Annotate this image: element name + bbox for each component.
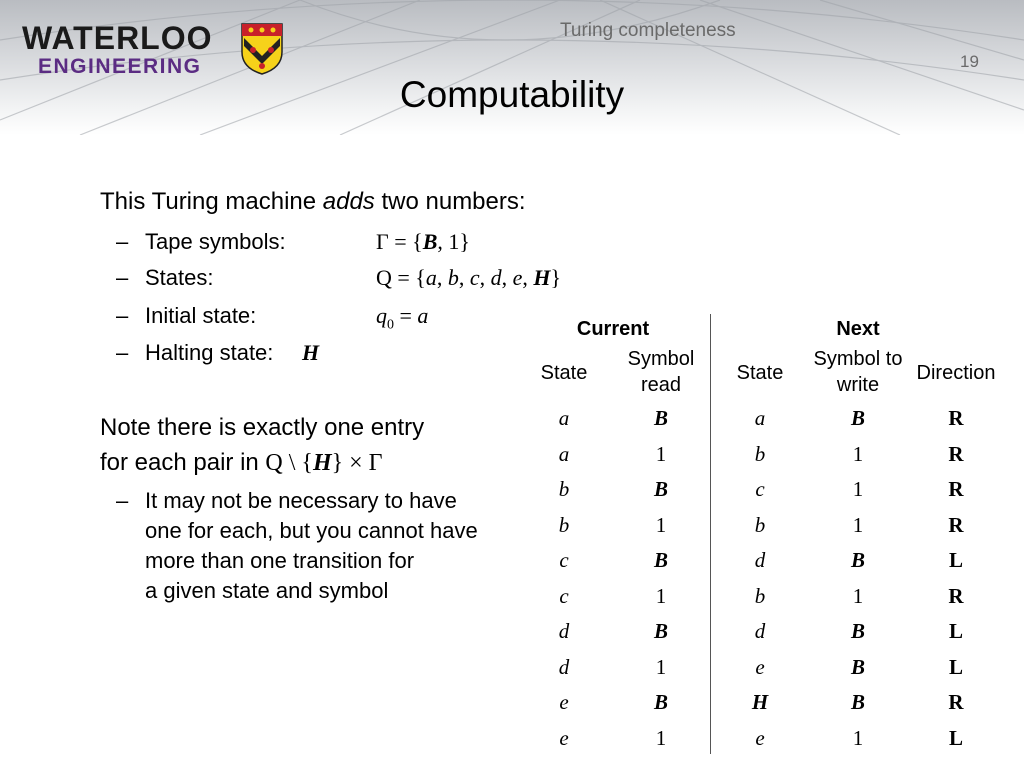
tape-symbols-label: Tape symbols: [145,229,286,254]
states-value: Q = {a, b, c, d, e, H} [376,265,562,290]
col-header-symbol-read: Symbol read [627,348,695,396]
dash-bullet: – [116,488,129,513]
cell-direction: L [948,619,963,643]
table-divider [710,314,711,754]
dash-bullet: – [116,303,129,328]
cell-direction: L [948,548,963,572]
cell-state: e [559,690,569,714]
states-label: States: [145,265,214,290]
cell-state: b [558,477,570,501]
note-line-2-math: Q \ {H} × Γ [265,450,383,476]
intro-after: two numbers: [374,188,526,215]
cell-next-state: b [754,441,766,466]
cell-state: c [559,548,569,572]
cell-direction: R [948,583,964,608]
cell-next-state: e [755,725,765,750]
cell-next-state: e [755,654,765,679]
intro-before: This Turing machine [100,188,323,215]
note-line-2-text: for each pair in [100,449,266,476]
cell-state: d [558,654,570,679]
tape-symbols-value: Γ = {B, 1} [376,229,470,254]
cell-next-state: b [754,583,766,608]
subnote-line: one for each, but you cannot have [145,518,478,543]
cell-symbol-write: 1 [852,477,864,501]
cell-direction: R [948,406,964,430]
cell-direction: R [948,690,964,714]
logo-waterloo: WATERLOO [22,20,213,56]
group-current: Current [576,318,650,340]
transition-table [526,312,1004,758]
cell-next-state: d [754,548,766,572]
cell-symbol-write: 1 [852,512,864,537]
initial-state-value: $q_0 = a$ [376,303,429,333]
halting-state-label: Halting state: [145,340,274,365]
note-line-2 [100,449,383,477]
cell-direction: R [948,477,964,501]
cell-state: a [558,441,570,466]
logo-engineering: ENGINEERING [38,55,202,78]
cell-next-state: d [754,619,766,643]
cell-state: c [559,583,569,608]
cell-direction: L [948,654,963,679]
cell-direction: R [948,441,964,466]
cell-symbol-write: 1 [852,725,864,750]
cell-symbol-write: B [850,619,865,643]
initial-state-label: Initial state: [145,303,257,328]
cell-symbol-read: B [653,477,668,501]
cell-symbol-write: 1 [852,441,864,466]
col-header-direction: Direction [916,362,996,384]
cell-symbol-read: B [653,690,668,714]
dash-bullet: – [116,265,129,290]
group-next: Next [836,318,880,340]
cell-symbol-read: B [653,619,668,643]
cell-direction: R [948,512,964,537]
page-number: 19 [960,52,979,71]
cell-state: e [559,725,569,750]
col-header-symbol-write: Symbol to write [813,348,903,396]
cell-state: d [558,619,570,643]
intro-emphasis: adds [322,188,375,215]
section-label: Turing completeness [560,20,736,41]
col-header-state: State [540,362,588,384]
cell-symbol-read: B [653,548,668,572]
cell-symbol-read: B [653,406,668,430]
cell-direction: L [948,725,963,750]
dash-bullet: – [116,340,129,365]
cell-symbol-write: 1 [852,583,864,608]
subnote-line: more than one transition for [145,548,415,573]
subnote-line: a given state and symbol [145,578,389,603]
note-line-1: Note there is exactly one entry [100,414,425,441]
crest-icon [240,22,284,76]
cell-next-state: a [754,406,766,430]
cell-symbol-write: B [850,654,865,679]
cell-symbol-read: 1 [655,441,667,466]
cell-next-state: b [754,512,766,537]
cell-symbol-write: B [850,548,865,572]
col-header-next-state: State [736,362,784,384]
cell-next-state: H [751,690,769,714]
cell-next-state: c [755,477,765,501]
subnote-line: It may not be necessary to have [145,488,457,513]
intro-line [100,188,526,216]
cell-symbol-read: 1 [655,654,667,679]
slide-title: Computability [399,74,625,115]
cell-symbol-write: B [850,690,865,714]
cell-state: b [558,512,570,537]
cell-state: a [558,406,570,430]
cell-symbol-read: 1 [655,512,667,537]
cell-symbol-read: 1 [655,725,667,750]
dash-bullet: – [116,229,129,254]
cell-symbol-read: 1 [655,583,667,608]
halting-state-value: H [302,340,320,365]
cell-symbol-write: B [850,406,865,430]
